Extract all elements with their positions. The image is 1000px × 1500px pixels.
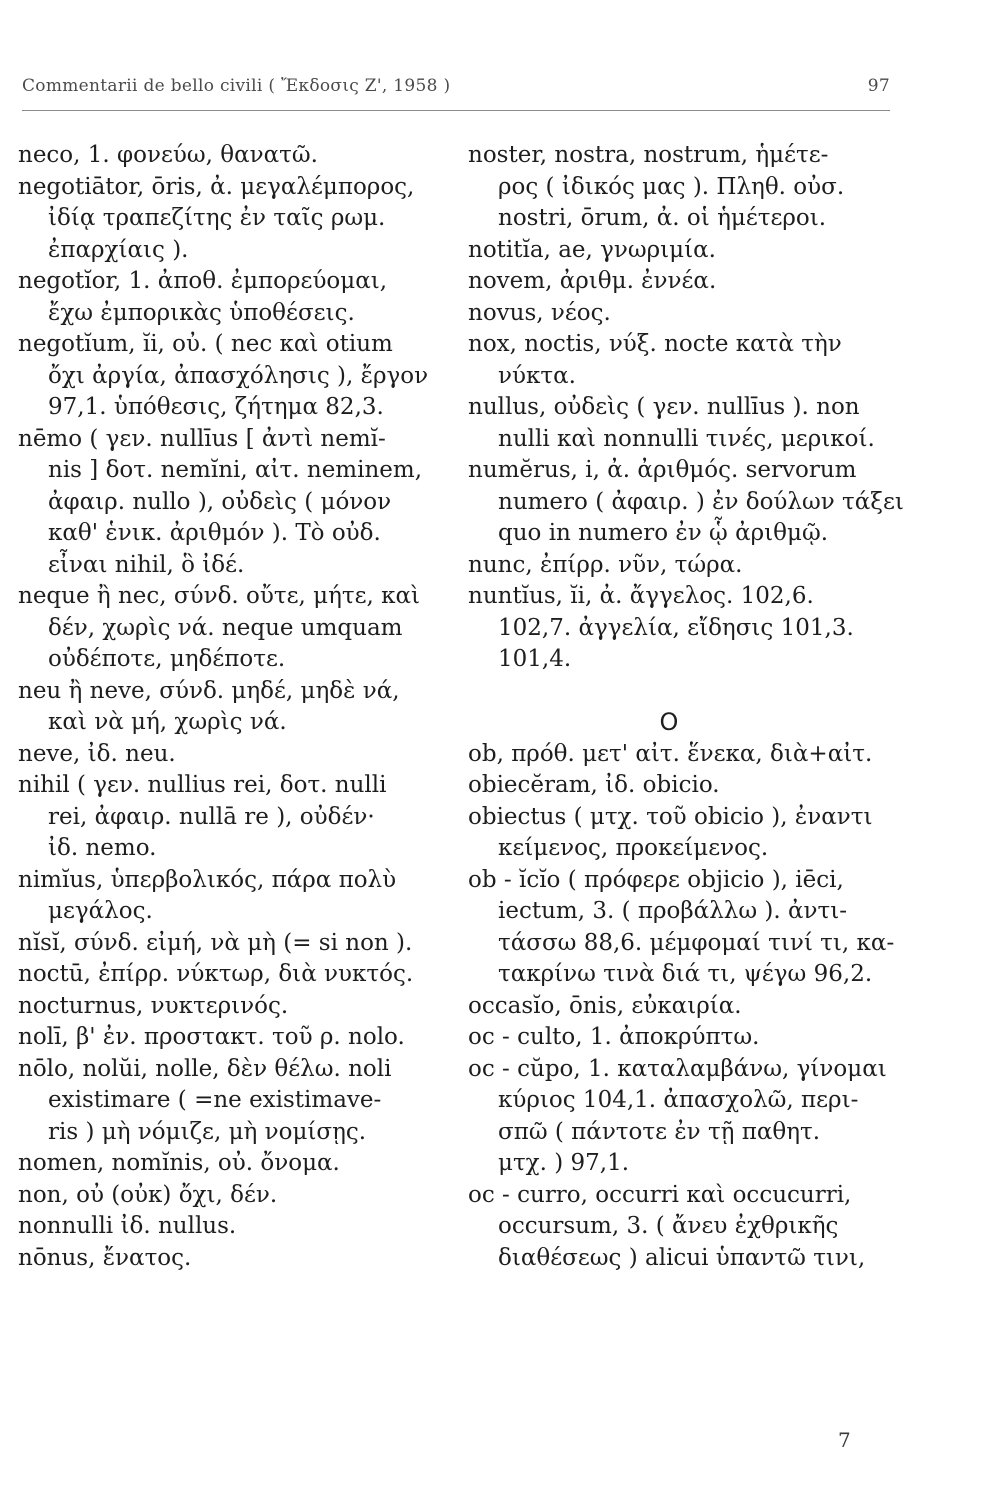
entry-continuation-line: νύκτα.	[498, 362, 576, 389]
running-header	[22, 76, 890, 106]
entry-line: nocturnus, νυκτερινός.	[18, 992, 289, 1019]
entry-continuation-line: nulli καὶ nonnulli τινές, μερικοί.	[498, 425, 875, 452]
entry-line: nunc, ἐπίρρ. νῦν, τώρα.	[468, 551, 743, 578]
section-letter: O	[659, 708, 679, 736]
entry-line: nĭsĭ, σύνδ. εἰμή, νὰ μὴ (= si non ).	[18, 929, 413, 956]
entry-continuation-line: occursum, 3. ( ἄνευ ἐχθρικῆς	[498, 1213, 839, 1239]
entry-continuation-line: ὄχι ἀργία, ἀπασχόλησις ), ἔργον	[48, 362, 429, 389]
entry-line: nonnulli ἰδ. nullus.	[18, 1213, 237, 1239]
entry-line: nimĭus, ὑπερβολικός, πάρα πολὺ	[18, 866, 397, 893]
entry-line: nullus, οὐδεὶς ( γεν. nullīus ). non	[468, 394, 860, 420]
entry-continuation-line: μτχ. ) 97,1.	[498, 1150, 630, 1176]
entry-line: noctū, ἐπίρρ. νύκτωρ, διὰ νυκτός.	[18, 961, 414, 987]
left-column	[18, 140, 448, 1274]
entry-line: nōlo, nolŭi, nolle, δὲν θέλω. noli	[18, 1055, 392, 1082]
entry-line: novem, ἀριθμ. ἐννέα.	[468, 268, 717, 294]
entry-continuation-line: σπῶ ( πάντοτε ἐν τῇ παθητ.	[498, 1118, 821, 1145]
entry-continuation-line: ρος ( ἰδικός μας ). Πληθ. οὐσ.	[498, 173, 845, 200]
entry-line: nihil ( γεν. nullius rei, δοτ. nulli	[18, 772, 387, 798]
entry-continuation-line: δέν, χωρὶς νά. neque umquam	[48, 614, 403, 641]
entry-continuation-line: καθ' ἑνικ. ἀριθμόν ). Τὸ οὐδ.	[48, 520, 381, 546]
entry-line: obiecĕram, ἰδ. obicio.	[468, 772, 720, 798]
entry-line: nox, noctis, νύξ. nocte κατὰ τὴν	[468, 331, 842, 357]
entry-continuation-line: οὐδέποτε, μηδέποτε.	[48, 646, 286, 672]
entry-line: ob - ĭcĭo ( πρόφερε objicio ), iēci,	[468, 866, 844, 893]
entry-continuation-line: iectum, 3. ( προβάλλω ). ἀντι-	[498, 898, 848, 924]
entry-line: nēmo ( γεν. nullīus [ ἀντὶ nemĭ-	[18, 425, 386, 452]
entry-continuation-line: τακρίνω τινὰ διά τι, ψέγω 96,2.	[498, 961, 873, 987]
entry-line: non, οὐ (οὐκ) ὄχι, δέν.	[18, 1181, 278, 1208]
page-number: 97	[867, 76, 890, 96]
header-rule	[22, 110, 890, 111]
entry-continuation-line: ἔχω ἐμπορικὰς ὑποθέσεις.	[48, 299, 355, 326]
entry-continuation-line: existimare ( =ne existimave-	[48, 1087, 382, 1113]
entry-line: negotĭum, ĭi, οὐ. ( nec καὶ otium	[18, 331, 393, 357]
entry-line: oc - curro, occurri καὶ occucurri,	[468, 1181, 852, 1208]
entry-line: nolī, β' ἐν. προστακτ. τοῦ ρ. nolo.	[18, 1024, 405, 1050]
entry-continuation-line: 101,4.	[498, 646, 572, 672]
entry-continuation-line: τάσσω 88,6. μέμφομαί τινί τι, κα-	[498, 929, 895, 956]
entry-line: nuntĭus, ĭi, ἀ. ἄγγελος. 102,6.	[468, 583, 814, 609]
entry-line: occasĭo, ōnis, εὐκαιρία.	[468, 992, 742, 1019]
entry-line: neu ἢ neve, σύνδ. μηδέ, μηδὲ νά,	[18, 677, 400, 704]
entry-continuation-line: nis ] δοτ. nemĭni, αἰτ. neminem,	[48, 457, 423, 483]
entry-line: neco, 1. φονεύω, θανατῶ.	[18, 142, 318, 168]
entry-continuation-line: 102,7. ἀγγελία, εἴδησις 101,3.	[498, 614, 854, 641]
entry-line: noster, nostra, nostrum, ἡμέτε-	[468, 142, 829, 168]
entry-continuation-line: ἐπαρχίαις ).	[48, 236, 189, 263]
entry-continuation-line: διαθέσεως ) alicui ὑπαντῶ τινι,	[498, 1244, 866, 1271]
entry-continuation-line: 97,1. ὑπόθεσις, ζήτημα 82,3.	[48, 394, 384, 420]
entry-continuation-line: ris ) μὴ νόμιζε, μὴ νομίσῃς.	[48, 1118, 367, 1145]
entry-line: numĕrus, i, ἀ. ἀριθμός. servorum	[468, 457, 857, 483]
entry-line: oc - culto, 1. ἀποκρύπτω.	[468, 1024, 760, 1050]
entry-continuation-line: ἰδίᾳ τραπεζίτης ἐν ταῖς ρωμ.	[48, 205, 386, 231]
entry-continuation-line: εἶναι nihil, ὃ ἰδέ.	[48, 551, 245, 578]
header-title: Commentarii de bello civili ( Ἔκδοσις Ζ', 1958 )	[22, 76, 451, 96]
entry-line: nōnus, ἔνατος.	[18, 1244, 192, 1271]
entry-line: negotiātor, ōris, ἀ. μεγαλέμπορος,	[18, 173, 415, 200]
entry-line: neve, ἰδ. neu.	[18, 740, 176, 767]
entry-continuation-line: quo in numero ἐν ᾧ ἀριθμῷ.	[498, 520, 829, 546]
entry-line: neque ἢ nec, σύνδ. οὔτε, μήτε, καὶ	[18, 583, 421, 609]
signature-mark: 7	[838, 1428, 851, 1452]
entry-line: nomen, nomĭnis, οὐ. ὄνομα.	[18, 1150, 340, 1176]
entry-line: notitĭa, ae, γνωριμία.	[468, 236, 716, 263]
entry-line: negotĭor, 1. ἀποθ. ἐμπορεύομαι,	[18, 268, 388, 294]
entry-continuation-line: καὶ νὰ μή, χωρὶς νά.	[48, 709, 287, 735]
entry-line: ob, πρόθ. μετ' αἰτ. ἕνεκα, διὰ+αἰτ.	[468, 740, 873, 767]
entry-line: oc - cŭpo, 1. καταλαμβάνω, γίνομαι	[468, 1055, 887, 1082]
entry-continuation-line: rei, ἀφαιρ. nullā re ), οὐδέν·	[48, 803, 375, 830]
entry-continuation-line: κύριος 104,1. ἀπασχολῶ, περι-	[498, 1087, 859, 1113]
right-column	[468, 140, 904, 1274]
entry-continuation-line: numero ( ἀφαιρ. ) ἐν δούλων τάξει	[498, 488, 904, 515]
entry-continuation-line: ἰδ. nemo.	[48, 835, 157, 861]
entry-continuation-line: nostri, ōrum, ἀ. οἱ ἡμέτεροι.	[498, 205, 827, 231]
entry-continuation-line: μεγάλος.	[48, 898, 153, 924]
entry-line	[468, 676, 900, 708]
entry-continuation-line: ἀφαιρ. nullo ), οὐδεὶς ( μόνον	[48, 488, 392, 515]
entry-continuation-line: κείμενος, προκείμενος.	[498, 835, 769, 861]
entry-line: novus, νέος.	[468, 299, 611, 326]
entry-line: obiectus ( μτχ. τοῦ obicio ), ἐναντι	[468, 803, 873, 830]
